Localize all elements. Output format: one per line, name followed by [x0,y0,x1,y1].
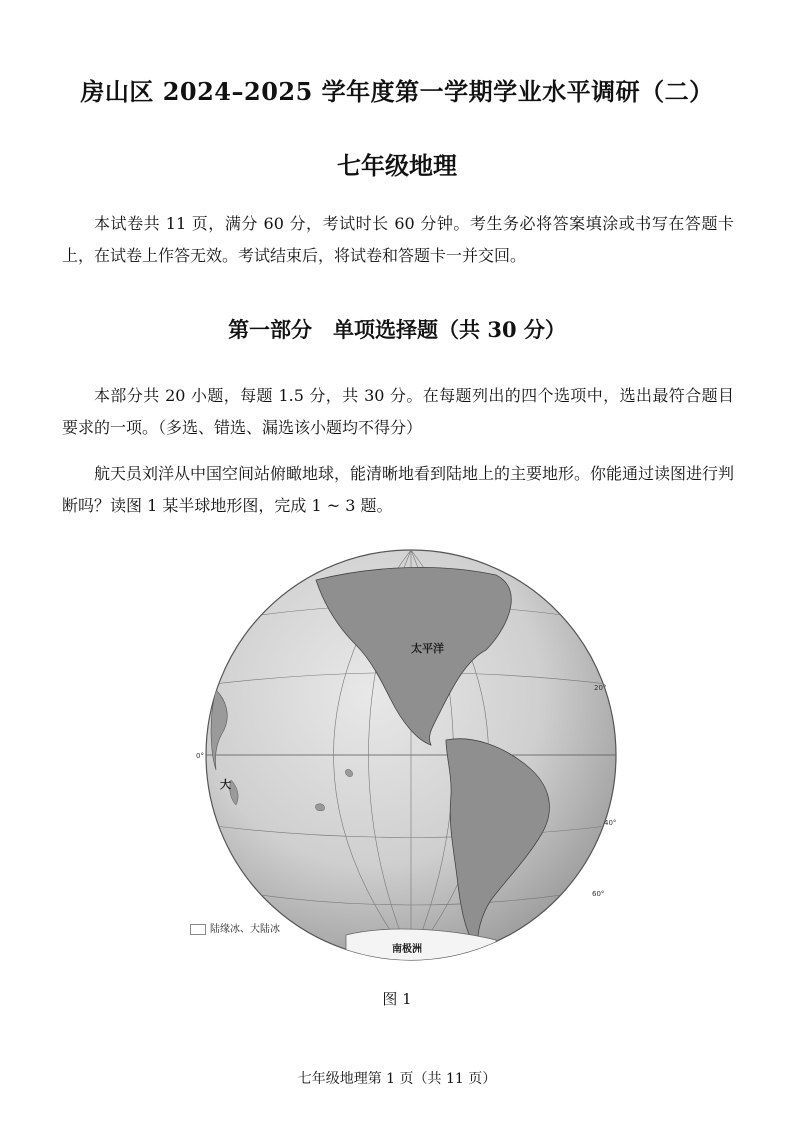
page-footer: 七年级地理第 1 页（共 11 页） [297,1071,497,1087]
figure-caption: 图 1 [382,990,412,1008]
antarctica-label: 南极洲 [392,944,422,955]
globe-figure [196,540,626,970]
lat-60-label: 60° [592,890,605,898]
pacific-label: 太平洋 [411,642,444,655]
exam-instructions: 本试卷共 11 页，满分 60 分，考试时长 60 分钟。考生务必将答案填涂或书写在答题卡上，在试卷上作答无效。考试结束后，将试卷和答题卡一并交回。 [62,214,734,265]
lat-20-label: 20° [594,684,607,692]
exam-subject: 七年级地理 [337,151,457,180]
ice-swatch-icon [190,924,206,935]
section-heading: 第一部分 单项选择题（共 30 分） [228,317,566,342]
ocean-label-left: 大 [220,778,231,791]
lat-40-label: 40° [604,819,617,827]
question-stem: 航天员刘洋从中国空间站俯瞰地球，能清晰地看到陆地上的主要地形。你能通过读图进行判断吗？读图 1 某半球地形图，完成 1 ~ 3 题。 [62,464,735,515]
hemisphere-map [196,540,626,970]
map-legend [190,920,310,940]
lat-0-label: 0° [196,752,204,760]
exam-title: 房山区 2024–2025 学年度第一学期学业水平调研（二） [80,77,714,106]
section-intro: 本部分共 20 小题，每题 1.5 分，共 30 分。在每题列出的四个选项中，选出最符合题目要求的一项。（多选、错选、漏选该小题均不得分） [62,386,734,437]
legend-label: 陆缘冰、大陆冰 [210,924,280,935]
island-2 [316,804,325,811]
